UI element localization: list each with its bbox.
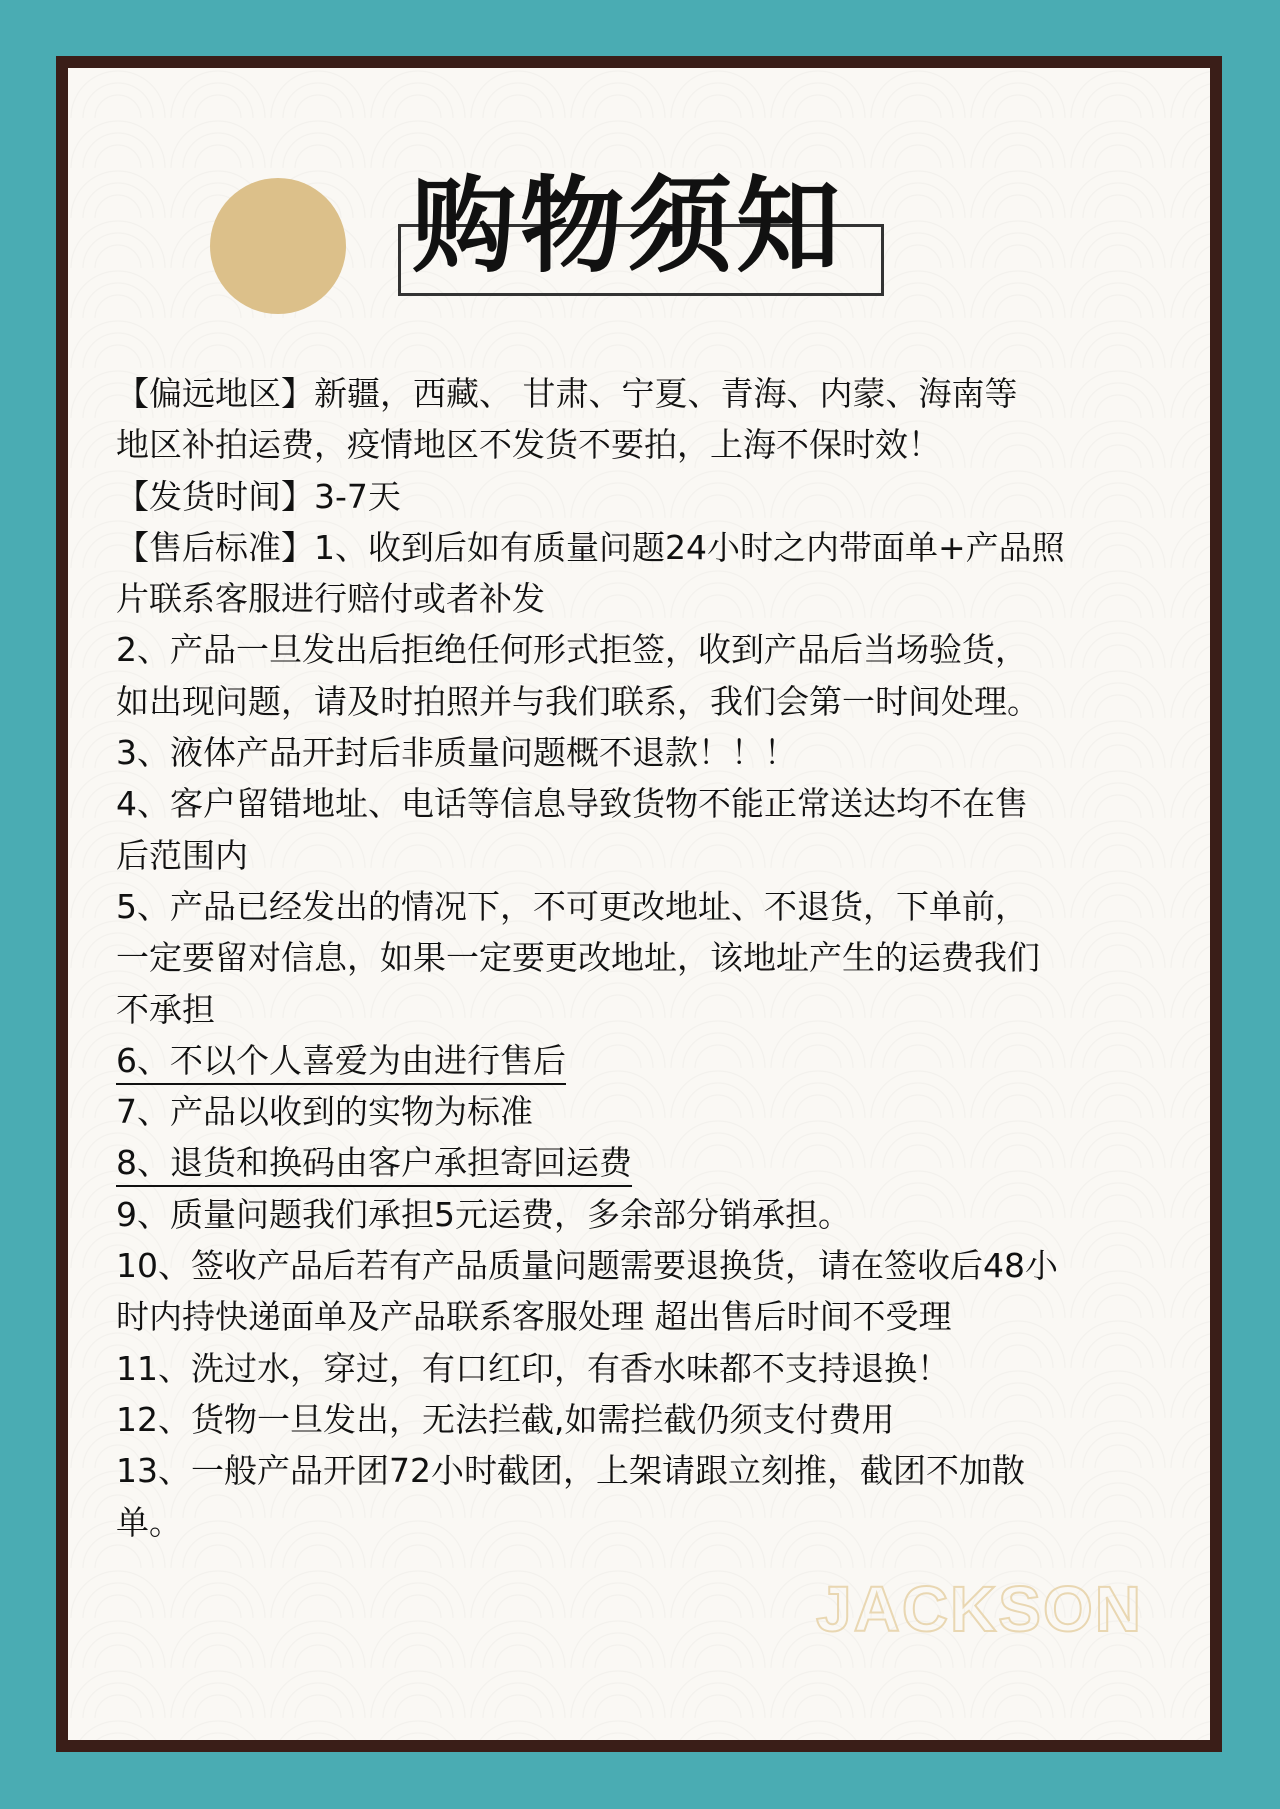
poster-frame bbox=[56, 56, 1222, 1752]
page-title: 购物须知 bbox=[412, 165, 845, 287]
underlined-text: 6、不以个人喜爱为由进行售后 bbox=[116, 1039, 566, 1085]
notice-line: 3、液体产品开封后非质量问题概不退款！！！ bbox=[116, 733, 797, 773]
notice-line: 片联系客服进行赔付或者补发 bbox=[116, 579, 545, 619]
notice-line: 一定要留对信息，如果一定要更改地址，该地址产生的运费我们 bbox=[116, 938, 1040, 978]
notice-line-underlined bbox=[116, 1035, 1166, 1086]
notice-line: 地区补拍运费，疫情地区不发货不要拍，上海不保时效！ bbox=[116, 425, 941, 465]
notice-line: 【售后标准】1、收到后如有质量问题24小时之内带面单+产品照 bbox=[116, 527, 1065, 567]
decorative-circle bbox=[210, 178, 346, 314]
notice-line: 11、洗过水，穿过，有口红印，有香水味都不支持退换！ bbox=[116, 1348, 950, 1388]
notice-line: 如出现问题，请及时拍照并与我们联系，我们会第一时间处理。 bbox=[116, 681, 1040, 721]
notice-line: 【偏远地区】新疆，西藏、 甘肃、宁夏、青海、内蒙、海南等 bbox=[116, 374, 1018, 413]
notice-line: 12、货物一旦发出，无法拦截,如需拦截仍须支付费用 bbox=[116, 1399, 895, 1439]
notice-line-underlined bbox=[116, 1137, 1166, 1188]
notice-line: 10、签收产品后若有产品质量问题需要退换货，请在签收后48小 bbox=[116, 1246, 1058, 1286]
poster-paper bbox=[68, 68, 1210, 1740]
notice-line: 9、质量问题我们承担5元运费，多余部分销承担。 bbox=[116, 1194, 851, 1234]
notice-line: 13、一般产品开团72小时截团，上架请跟立刻推，截团不加散 bbox=[116, 1451, 1025, 1491]
notice-line: 5、产品已经发出的情况下，不可更改地址、不退货，下单前， bbox=[116, 886, 1028, 926]
notice-line: 【发货时间】3-7天 bbox=[116, 476, 401, 516]
notice-line: 7、产品以收到的实物为标准 bbox=[116, 1092, 533, 1132]
notice-line: 不承担 bbox=[116, 989, 215, 1029]
notice-line: 4、客户留错地址、电话等信息导致货物不能正常送达均不在售 bbox=[116, 784, 1028, 824]
notice-line: 时内持快递面单及产品联系客服处理 超出售后时间不受理 bbox=[116, 1297, 952, 1337]
notice-line: 2、产品一旦发出后拒绝任何形式拒签，收到产品后当场验货， bbox=[116, 630, 1028, 670]
brand-watermark: JACKSON bbox=[816, 1573, 1143, 1645]
notice-line: 单。 bbox=[116, 1502, 182, 1542]
notice-line: 后范围内 bbox=[116, 835, 248, 875]
notice-content bbox=[116, 368, 1166, 1548]
underlined-text: 8、退货和换码由客户承担寄回运费 bbox=[116, 1141, 632, 1187]
